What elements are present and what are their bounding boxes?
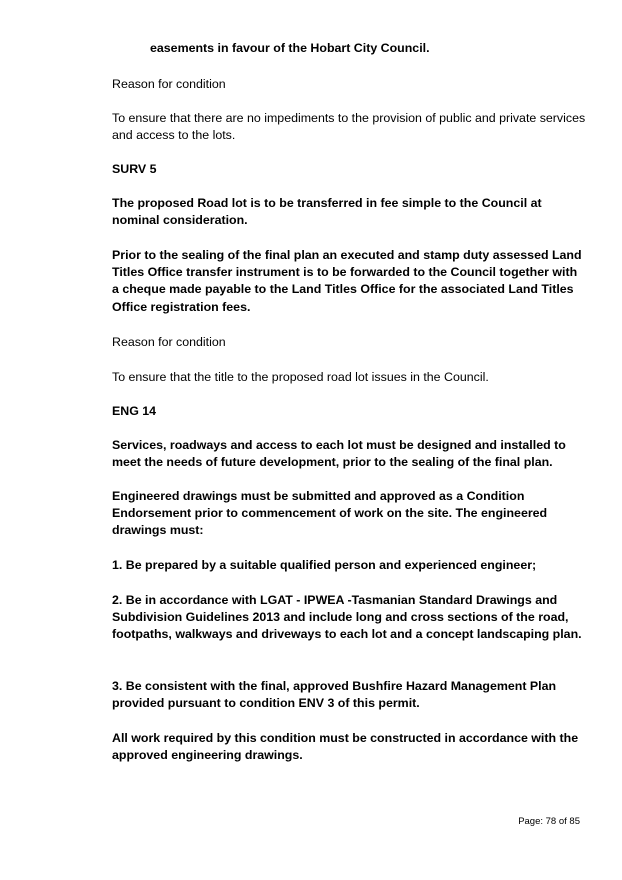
- paragraph-services-roadways: Services, roadways and access to each lot must be designed and installed to meet the needs of future development, prior to the sealing of the final plan.: [112, 438, 566, 470]
- list-item-3: 3. Be consistent with the final, approved Bushfire Hazard Management Plan provided pursuant to condition ENV 3 of this permit.: [112, 679, 557, 711]
- condition-code-eng14: ENG 14: [112, 404, 157, 418]
- reason-heading-1: Reason for condition: [112, 77, 226, 91]
- reason-heading-2: Reason for condition: [112, 335, 226, 349]
- paragraph-road-lot-transfer: The proposed Road lot is to be transferred in fee simple to the Council at nominal consideration.: [112, 196, 542, 228]
- paragraph-easements: easements in favour of the Hobart City Council.: [150, 41, 430, 55]
- condition-code-surv5: SURV 5: [112, 162, 157, 176]
- list-item-2: 2. Be in accordance with LGAT - IPWEA -Tasmanian Standard Drawings and Subdivision Guidelines 2013 and include long and cross sections of the road, footpaths, walkways and driveways to each lot and a concept landscaping plan.: [112, 593, 582, 642]
- reason-text-2: To ensure that the title to the proposed road lot issues in the Council.: [112, 370, 489, 384]
- page-number: Page: 78 of 85: [518, 816, 580, 827]
- paragraph-all-work: All work required by this condition must be constructed in accordance with the approved engineering drawings.: [112, 731, 579, 763]
- paragraph-engineered-drawings: Engineered drawings must be submitted and approved as a Condition Endorsement prior to commencement of work on the site. The engineered drawings must:: [112, 489, 548, 538]
- reason-text-1: To ensure that there are no impediments to the provision of public and private services and access to the lots.: [112, 111, 586, 143]
- paragraph-transfer-instrument: Prior to the sealing of the final plan an executed and stamp duty assessed Land Titles Office transfer instrument is to be forwarded to the Council together with a cheque made payable to the Land Titles Office for the associated Land Titles Office registration fees.: [112, 248, 582, 314]
- list-item-1: 1. Be prepared by a suitable qualified person and experienced engineer;: [112, 558, 537, 572]
